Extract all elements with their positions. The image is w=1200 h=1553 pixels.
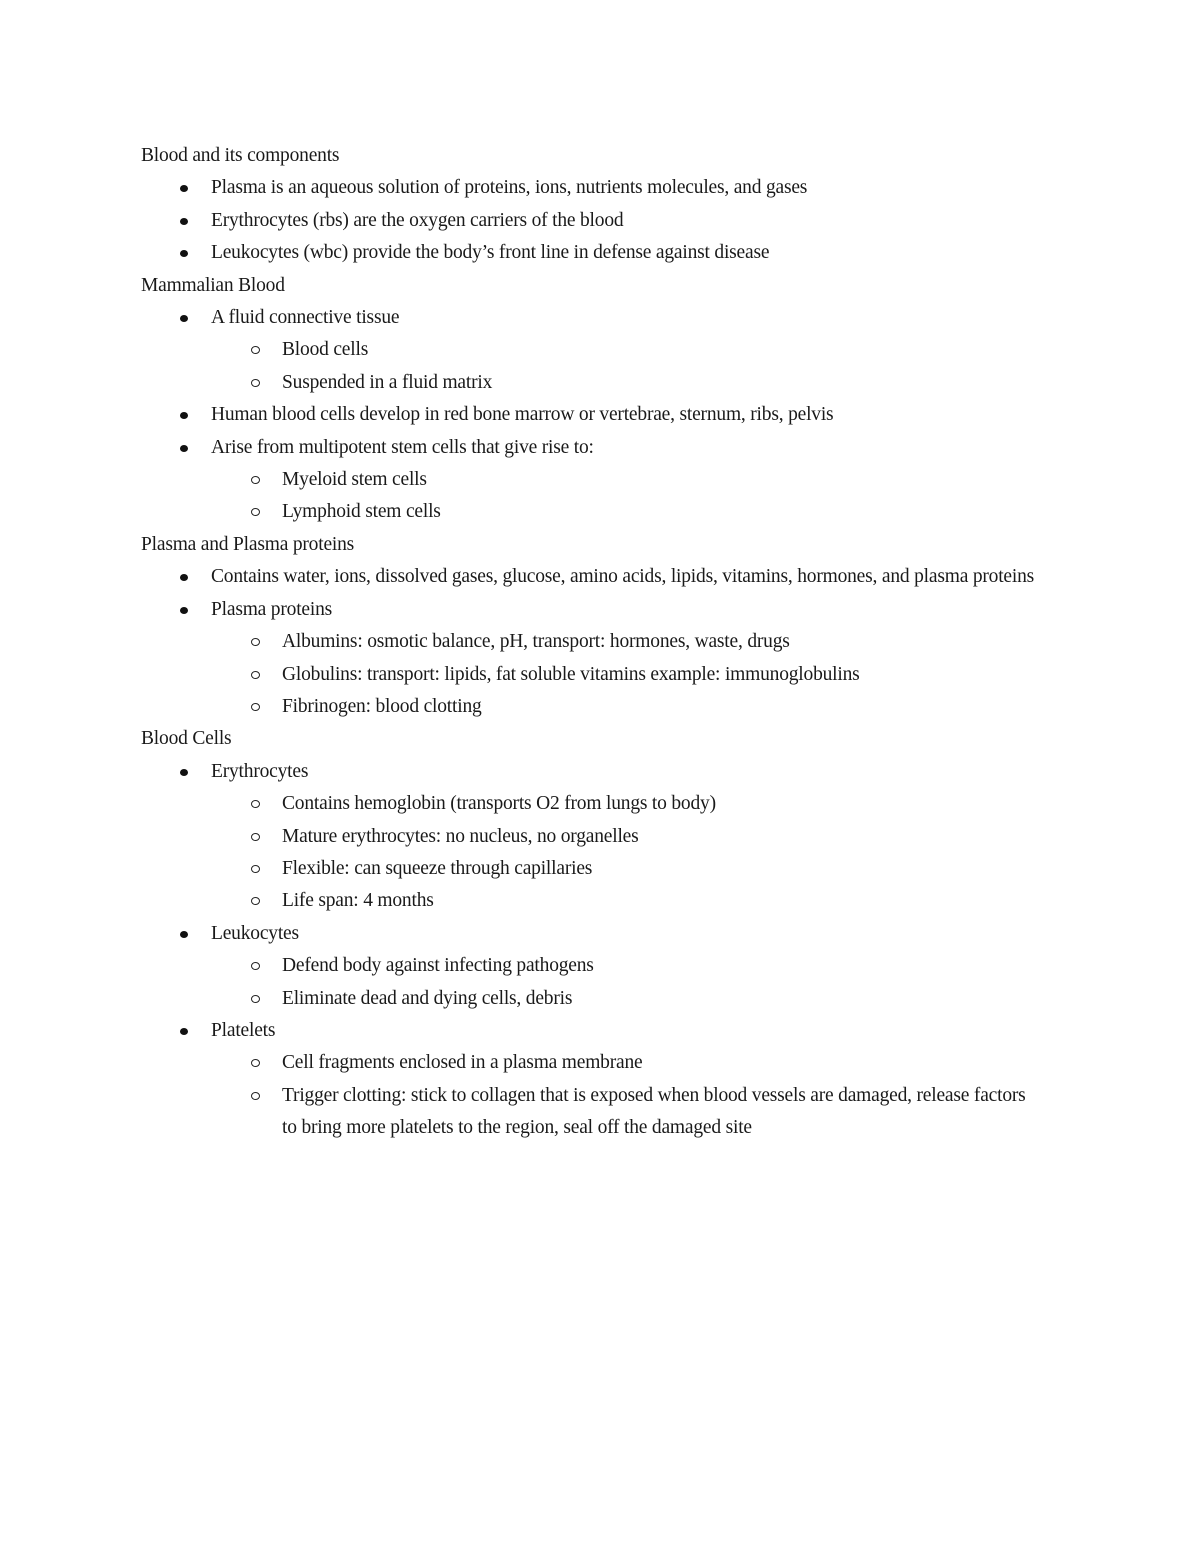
sub-item-text: Contains hemoglobin (transports O2 from lungs to body) bbox=[282, 793, 716, 815]
list-item-text: Plasma is an aqueous solution of proteins, ions, nutrients molecules, and gases bbox=[211, 177, 808, 199]
list-item bbox=[141, 756, 1041, 918]
sub-item-text: Mature erythrocytes: no nucleus, no organelles bbox=[282, 825, 639, 847]
list-item bbox=[141, 172, 1041, 204]
bullet-list bbox=[141, 172, 1041, 269]
list-item-text: Erythrocytes bbox=[211, 760, 309, 782]
section-blood-cells bbox=[141, 723, 1041, 1144]
sub-item-text: Myeloid stem cells bbox=[282, 469, 427, 491]
sub-list bbox=[211, 1047, 1041, 1144]
bullet-dot-icon bbox=[180, 315, 188, 322]
sub-list-item bbox=[141, 950, 1041, 982]
bullet-circle-icon bbox=[251, 995, 260, 1003]
bullet-circle-icon bbox=[251, 508, 260, 516]
bullet-circle-icon bbox=[251, 897, 260, 905]
list-item bbox=[141, 205, 1041, 237]
list-item bbox=[141, 302, 1041, 399]
sub-item-text: Cell fragments enclosed in a plasma membrane bbox=[282, 1052, 643, 1074]
bullet-dot-icon bbox=[180, 1028, 188, 1035]
bullet-dot-icon bbox=[180, 250, 188, 257]
list-item-text: Leukocytes bbox=[211, 922, 299, 944]
list-item-text: Platelets bbox=[211, 1019, 276, 1041]
section-plasma-proteins bbox=[141, 529, 1041, 723]
sub-list-item bbox=[141, 1080, 1041, 1145]
sub-list-item bbox=[141, 496, 1041, 528]
bullet-circle-icon bbox=[251, 476, 260, 484]
list-item bbox=[141, 399, 1041, 431]
sub-list bbox=[211, 950, 1041, 1015]
sub-list-item bbox=[141, 464, 1041, 496]
list-item bbox=[141, 918, 1041, 1015]
section-heading: Plasma and Plasma proteins bbox=[141, 533, 355, 555]
bullet-circle-icon bbox=[251, 703, 260, 711]
list-item-text: Human blood cells develop in red bone marrow or vertebrae, sternum, ribs, pelvis bbox=[211, 404, 834, 426]
list-item bbox=[141, 594, 1041, 724]
list-item-text: A fluid connective tissue bbox=[211, 307, 400, 329]
list-item bbox=[141, 432, 1041, 529]
bullet-circle-icon bbox=[251, 346, 260, 354]
bullet-dot-icon bbox=[180, 218, 188, 225]
sub-item-text: Blood cells bbox=[282, 339, 369, 361]
sub-list bbox=[211, 626, 1041, 723]
list-item-text: Erythrocytes (rbs) are the oxygen carriers of the blood bbox=[211, 209, 624, 231]
sub-item-text: Trigger clotting: stick to collagen that is exposed when blood vessels are damaged, release factors to bring more platelets to the region, seal off the damaged site bbox=[282, 1084, 1026, 1139]
bullet-list bbox=[141, 302, 1041, 529]
bullet-circle-icon bbox=[251, 671, 260, 679]
list-item-text: Contains water, ions, dissolved gases, glucose, amino acids, lipids, vitamins, hormones, and plasma proteins bbox=[211, 566, 1035, 588]
bullet-dot-icon bbox=[180, 412, 188, 419]
sub-item-text: Life span: 4 months bbox=[282, 890, 434, 912]
sub-list-item bbox=[141, 788, 1041, 820]
section-mammalian-blood bbox=[141, 270, 1041, 529]
sub-item-text: Defend body against infecting pathogens bbox=[282, 955, 594, 977]
sub-list bbox=[211, 788, 1041, 918]
section-blood-components bbox=[141, 140, 1041, 270]
list-item-text: Plasma proteins bbox=[211, 598, 333, 620]
bullet-circle-icon bbox=[251, 638, 260, 646]
bullet-circle-icon bbox=[251, 1059, 260, 1067]
sub-list-item bbox=[141, 659, 1041, 691]
bullet-circle-icon bbox=[251, 833, 260, 841]
bullet-circle-icon bbox=[251, 865, 260, 873]
list-item bbox=[141, 561, 1041, 593]
sub-list bbox=[211, 464, 1041, 529]
bullet-circle-icon bbox=[251, 379, 260, 387]
bullet-dot-icon bbox=[180, 769, 188, 776]
section-heading: Blood and its components bbox=[141, 145, 340, 166]
sub-list-item bbox=[141, 367, 1041, 399]
section-heading: Mammalian Blood bbox=[141, 274, 285, 296]
bullet-dot-icon bbox=[180, 574, 188, 581]
sub-item-text: Fibrinogen: blood clotting bbox=[282, 695, 482, 717]
sub-item-text: Albumins: osmotic balance, pH, transport: hormones, waste, drugs bbox=[282, 631, 790, 653]
bullet-list bbox=[141, 756, 1041, 1145]
sub-item-text: Eliminate dead and dying cells, debris bbox=[282, 987, 573, 1009]
sub-list-item bbox=[141, 853, 1041, 885]
list-item bbox=[141, 237, 1041, 269]
bullet-circle-icon bbox=[251, 962, 260, 970]
sub-item-text: Flexible: can squeeze through capillaries bbox=[282, 857, 593, 879]
sub-list-item bbox=[141, 626, 1041, 658]
list-item-text: Leukocytes (wbc) provide the body’s front line in defense against disease bbox=[211, 242, 770, 264]
sub-list-item bbox=[141, 983, 1041, 1015]
sub-list-item bbox=[141, 691, 1041, 723]
sub-list-item bbox=[141, 334, 1041, 366]
list-item-text: Arise from multipotent stem cells that give rise to: bbox=[211, 436, 594, 458]
bullet-circle-icon bbox=[251, 1092, 260, 1100]
bullet-circle-icon bbox=[251, 800, 260, 808]
list-item bbox=[141, 1015, 1041, 1145]
bullet-list bbox=[141, 561, 1041, 723]
sub-list bbox=[211, 334, 1041, 399]
bullet-dot-icon bbox=[180, 445, 188, 452]
bullet-dot-icon bbox=[180, 931, 188, 938]
bullet-dot-icon bbox=[180, 185, 188, 192]
sub-item-text: Suspended in a fluid matrix bbox=[282, 371, 493, 393]
bullet-dot-icon bbox=[180, 607, 188, 614]
sub-item-text: Globulins: transport: lipids, fat soluble vitamins example: immunoglobulins bbox=[282, 663, 860, 685]
sub-list-item bbox=[141, 885, 1041, 917]
sub-item-text: Lymphoid stem cells bbox=[282, 501, 441, 523]
section-heading: Blood Cells bbox=[141, 728, 232, 750]
sub-list-item bbox=[141, 821, 1041, 853]
sub-list-item bbox=[141, 1047, 1041, 1079]
document-body bbox=[141, 140, 1041, 1145]
